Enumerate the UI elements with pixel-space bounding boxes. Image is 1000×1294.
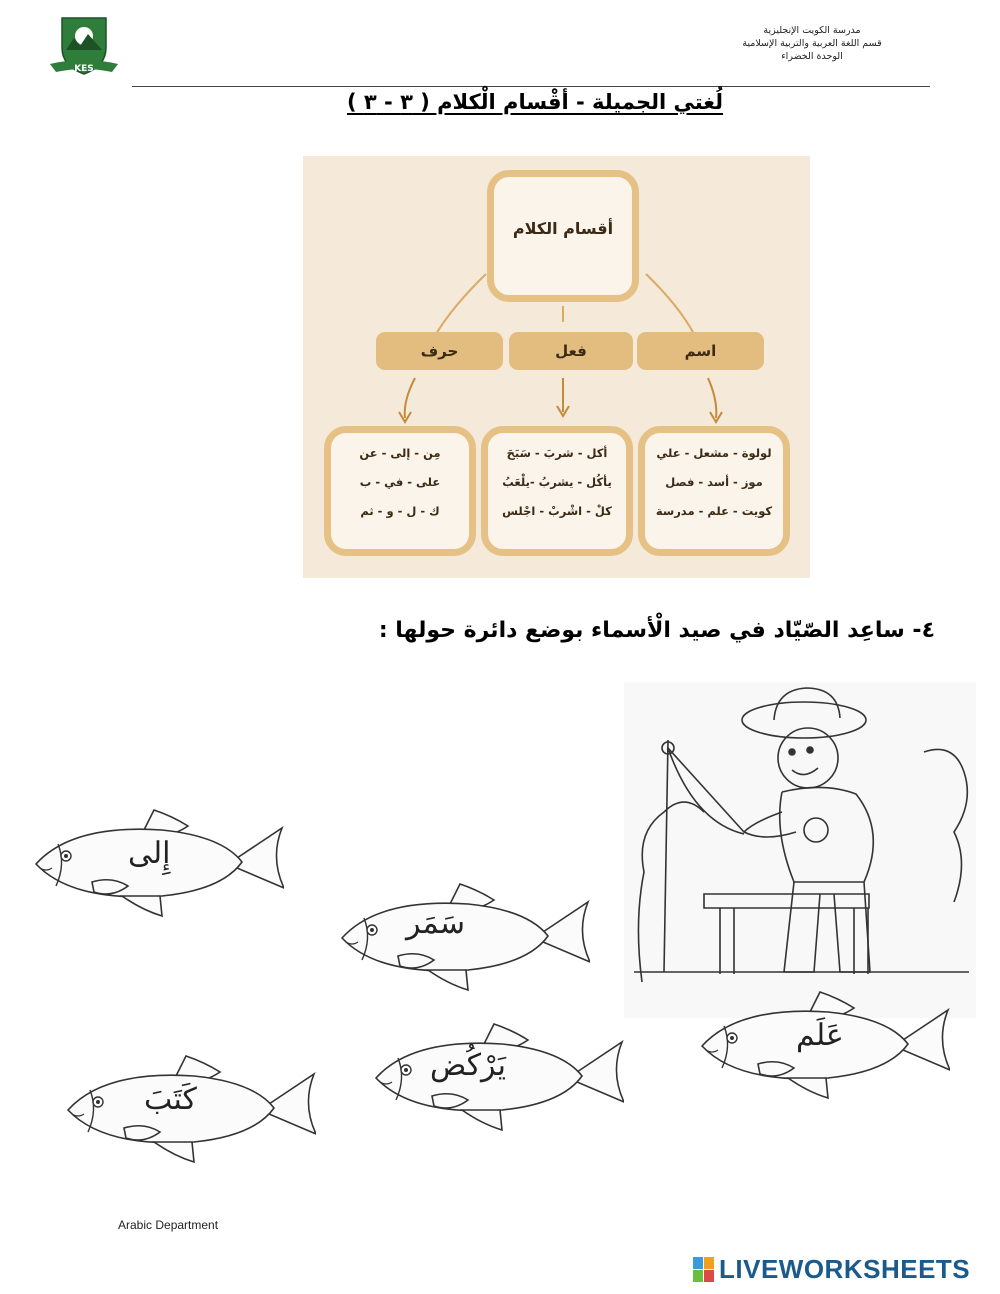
particle-example: على - في - ب xyxy=(359,475,441,489)
category-noun: اسم xyxy=(637,332,764,370)
noun-example: لولوة - مشعل - علي xyxy=(656,446,772,460)
particle-examples-box xyxy=(324,426,476,556)
school-logo xyxy=(48,14,120,80)
fish-word[interactable]: كَتَبَ xyxy=(144,1082,197,1117)
particle-example: ك - ل - و - ثم xyxy=(360,504,440,518)
fish-word[interactable]: إِلى xyxy=(128,836,171,871)
verb-example: يأكُل - يشربُ -يلْعَبُ xyxy=(502,475,612,489)
fish-word[interactable]: سَمَر xyxy=(406,906,466,941)
fish-word[interactable]: يَرْكُض xyxy=(430,1048,506,1083)
noun-example: كويت - علم - مدرسة xyxy=(655,504,773,518)
fisherman-illustration xyxy=(624,682,976,1018)
brand-name: LIVEWORKSHEETS xyxy=(719,1254,971,1284)
category-verb: فعل xyxy=(509,332,633,370)
particle-example: مِن - إلى - عن xyxy=(359,446,441,460)
footer-department: Arabic Department xyxy=(118,1218,219,1232)
verb-example: أكل - شربَ - سَبَحَ xyxy=(506,446,608,460)
school-info xyxy=(682,24,942,63)
root-label: أقسام الكلام xyxy=(512,219,614,238)
liveworksheets-logo-icon xyxy=(693,1257,715,1283)
root-box xyxy=(487,170,639,302)
parts-of-speech-diagram xyxy=(303,156,810,578)
fish-word[interactable]: عَلَم xyxy=(796,1018,844,1053)
department-name: قسم اللغة العربية والتربية الإسلامية xyxy=(742,38,882,49)
verb-examples-box xyxy=(481,426,633,556)
page-title: لُغتي الجميلة - أقْسام الْكلام ( ٣ - ٣ ) xyxy=(346,90,724,114)
header-divider xyxy=(132,86,930,87)
exercise-instruction: ٤- ساعِد الصّيّاد في صيد الْأسماء بوضع دائرة حولها : xyxy=(378,618,935,643)
verb-example: كلْ - اشْربْ - اجْلس xyxy=(502,504,612,518)
noun-example: موز - أسد - فصل xyxy=(665,475,763,489)
unit-name: الوحدة الخضراء xyxy=(781,51,843,62)
school-name: مدرسة الكويت الإنجليزية xyxy=(763,25,861,36)
logo-text: KES xyxy=(74,64,94,74)
category-particle: حرف xyxy=(376,332,503,370)
noun-examples-box xyxy=(638,426,790,556)
liveworksheets-brand[interactable] xyxy=(693,1254,970,1285)
